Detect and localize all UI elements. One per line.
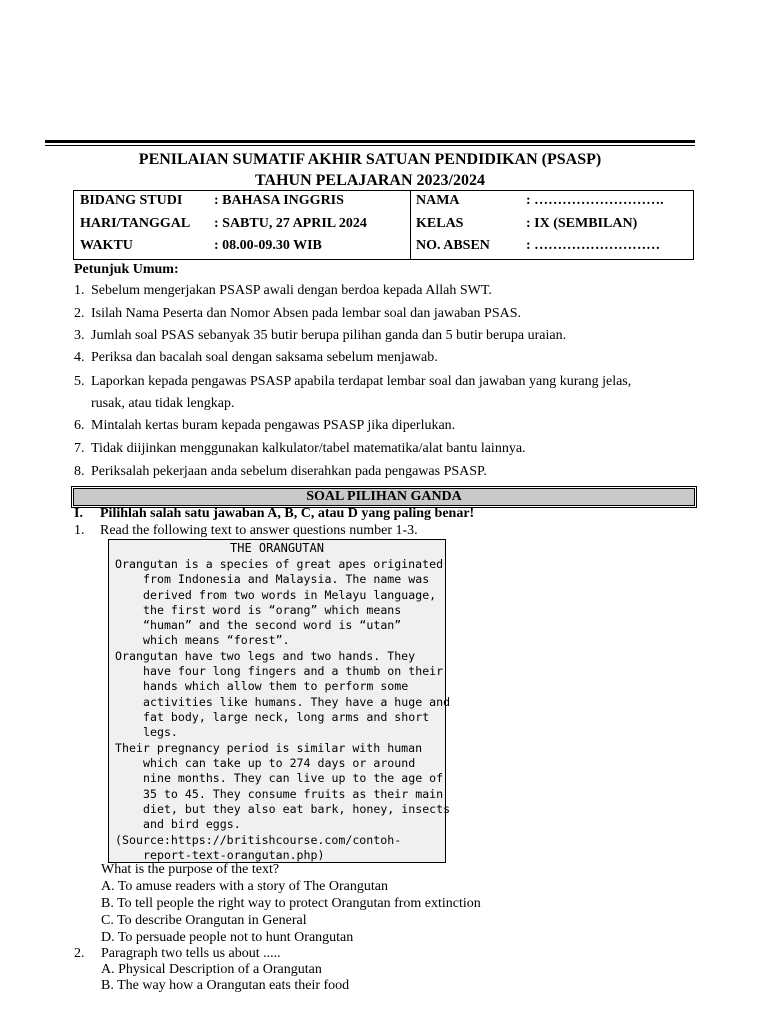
waktu-label: WAKTU	[80, 238, 133, 253]
passage-source: (Source:https://britishcourse.com/contoh-	[115, 833, 402, 847]
section-header: SOAL PILIHAN GANDA	[73, 488, 695, 506]
part-number: I.	[74, 506, 83, 521]
passage-line: diet, but they also eat bark, honey, insects	[143, 802, 451, 816]
top-rule-thin	[45, 145, 695, 146]
passage-line: legs.	[143, 725, 178, 739]
answer-option[interactable]: D. To persuade people not to hunt Orangutan	[101, 930, 354, 945]
passage-line: from Indonesia and Malaysia. The name was	[143, 572, 430, 586]
instruction-text: Isilah Nama Peserta dan Nomor Absen pada lembar soal dan jawaban PSAS.	[91, 306, 522, 321]
reading-passage	[108, 539, 451, 863]
passage-line: “human” and the second word is “utan”	[143, 618, 402, 632]
instruction-text: Periksalah pekerjaan anda sebelum diserahkan pada pengawas PSASP.	[91, 464, 487, 479]
instruction-text: Laporkan kepada pengawas PSASP apabila terdapat lembar soal dan jawaban yang kurang jelas,	[91, 374, 632, 389]
hari-label: HARI/TANGGAL	[80, 216, 191, 231]
passage-line: Their pregnancy period is similar with human	[115, 741, 423, 755]
instruction-number: 7.	[74, 441, 85, 456]
answer-option[interactable]: A. Physical Description of a Orangutan	[101, 962, 322, 977]
waktu-value: : 08.00-09.30 WIB	[214, 238, 322, 253]
answer-option[interactable]: A. To amuse readers with a story of The Orangutan	[101, 879, 388, 894]
question-text: What is the purpose of the text?	[101, 862, 280, 877]
passage-line: activities like humans. They have a huge and	[143, 695, 451, 709]
kelas-value: : IX (SEMBILAN)	[526, 216, 638, 231]
instruction-text: Mintalah kertas buram kepada pengawas PSASP jika diperlukan.	[91, 418, 456, 433]
question-number: 2.	[74, 946, 85, 961]
info-divider	[410, 191, 411, 259]
absen-value: : ………………………	[526, 238, 661, 253]
kelas-label: KELAS	[416, 216, 464, 231]
question-text: Paragraph two tells us about .....	[101, 946, 281, 961]
instruction-number: 3.	[74, 328, 85, 343]
passage-line: have four long fingers and a thumb on their	[143, 664, 444, 678]
passage-source: report-text-orangutan.php)	[143, 848, 325, 862]
passage-title: THE ORANGUTAN	[230, 541, 324, 555]
passage-line: derived from two words in Melayu language,	[143, 588, 437, 602]
passage-line: nine months. They can live up to the age of	[143, 771, 444, 785]
instruction-number: 1.	[74, 283, 85, 298]
passage-line: and bird eggs.	[143, 817, 241, 831]
nama-value: : ……………………….	[526, 193, 664, 208]
absen-label: NO. ABSEN	[416, 238, 490, 253]
passage-line: hands which allow them to perform some	[143, 679, 409, 693]
instruction-text: Sebelum mengerjakan PSASP awali dengan berdoa kepada Allah SWT.	[91, 283, 492, 298]
answer-option[interactable]: C. To describe Orangutan in General	[101, 913, 307, 928]
passage-line: which can take up to 274 days or around	[143, 756, 416, 770]
passage-line: which means “forest”.	[143, 633, 290, 647]
instruction-text: Jumlah soal PSAS sebanyak 35 butir berupa pilihan ganda dan 5 butir berupa uraian.	[91, 328, 567, 343]
page-subtitle: TAHUN PELAJARAN 2023/2024	[255, 172, 485, 189]
nama-label: NAMA	[416, 193, 460, 208]
page-title: PENILAIAN SUMATIF AKHIR SATUAN PENDIDIKAN (PSASP)	[138, 151, 602, 168]
passage-line: fat body, large neck, long arms and short	[143, 710, 430, 724]
hari-value: : SABTU, 27 APRIL 2024	[214, 216, 367, 231]
instruction-text: Periksa dan bacalah soal dengan saksama sebelum menjawab.	[91, 350, 438, 365]
reading-instruction: Read the following text to answer questions number 1-3.	[100, 523, 418, 538]
instruction-text-continued: rusak, atau tidak lengkap.	[91, 396, 235, 411]
instruction-number: 6.	[74, 418, 85, 433]
passage-line: Orangutan have two legs and two hands. They	[115, 649, 416, 663]
instruction-number: 5.	[74, 374, 85, 389]
student-info-table	[73, 190, 694, 260]
answer-option[interactable]: B. To tell people the right way to protect Orangutan from extinction	[101, 896, 481, 911]
instructions-heading: Petunjuk Umum:	[74, 262, 179, 277]
top-rule-thick	[45, 140, 695, 143]
instruction-number: 2.	[74, 306, 85, 321]
passage-line: 35 to 45. They consume fruits as their main	[143, 787, 444, 801]
instruction-number: 8.	[74, 464, 85, 479]
instruction-number: 4.	[74, 350, 85, 365]
part-instruction: Pilihlah salah satu jawaban A, B, C, atau D yang paling benar!	[100, 506, 475, 521]
answer-option[interactable]: B. The way how a Orangutan eats their food	[101, 978, 350, 993]
question-number: 1.	[74, 523, 85, 538]
passage-line: the first word is “orang” which means	[143, 603, 402, 617]
passage-line: Orangutan is a species of great apes originated	[115, 557, 444, 571]
instruction-text: Tidak diijinkan menggunakan kalkulator/tabel matematika/alat bantu lainnya.	[91, 441, 526, 456]
bidang-label: BIDANG STUDI	[80, 193, 183, 208]
bidang-value: : BAHASA INGGRIS	[214, 193, 344, 208]
